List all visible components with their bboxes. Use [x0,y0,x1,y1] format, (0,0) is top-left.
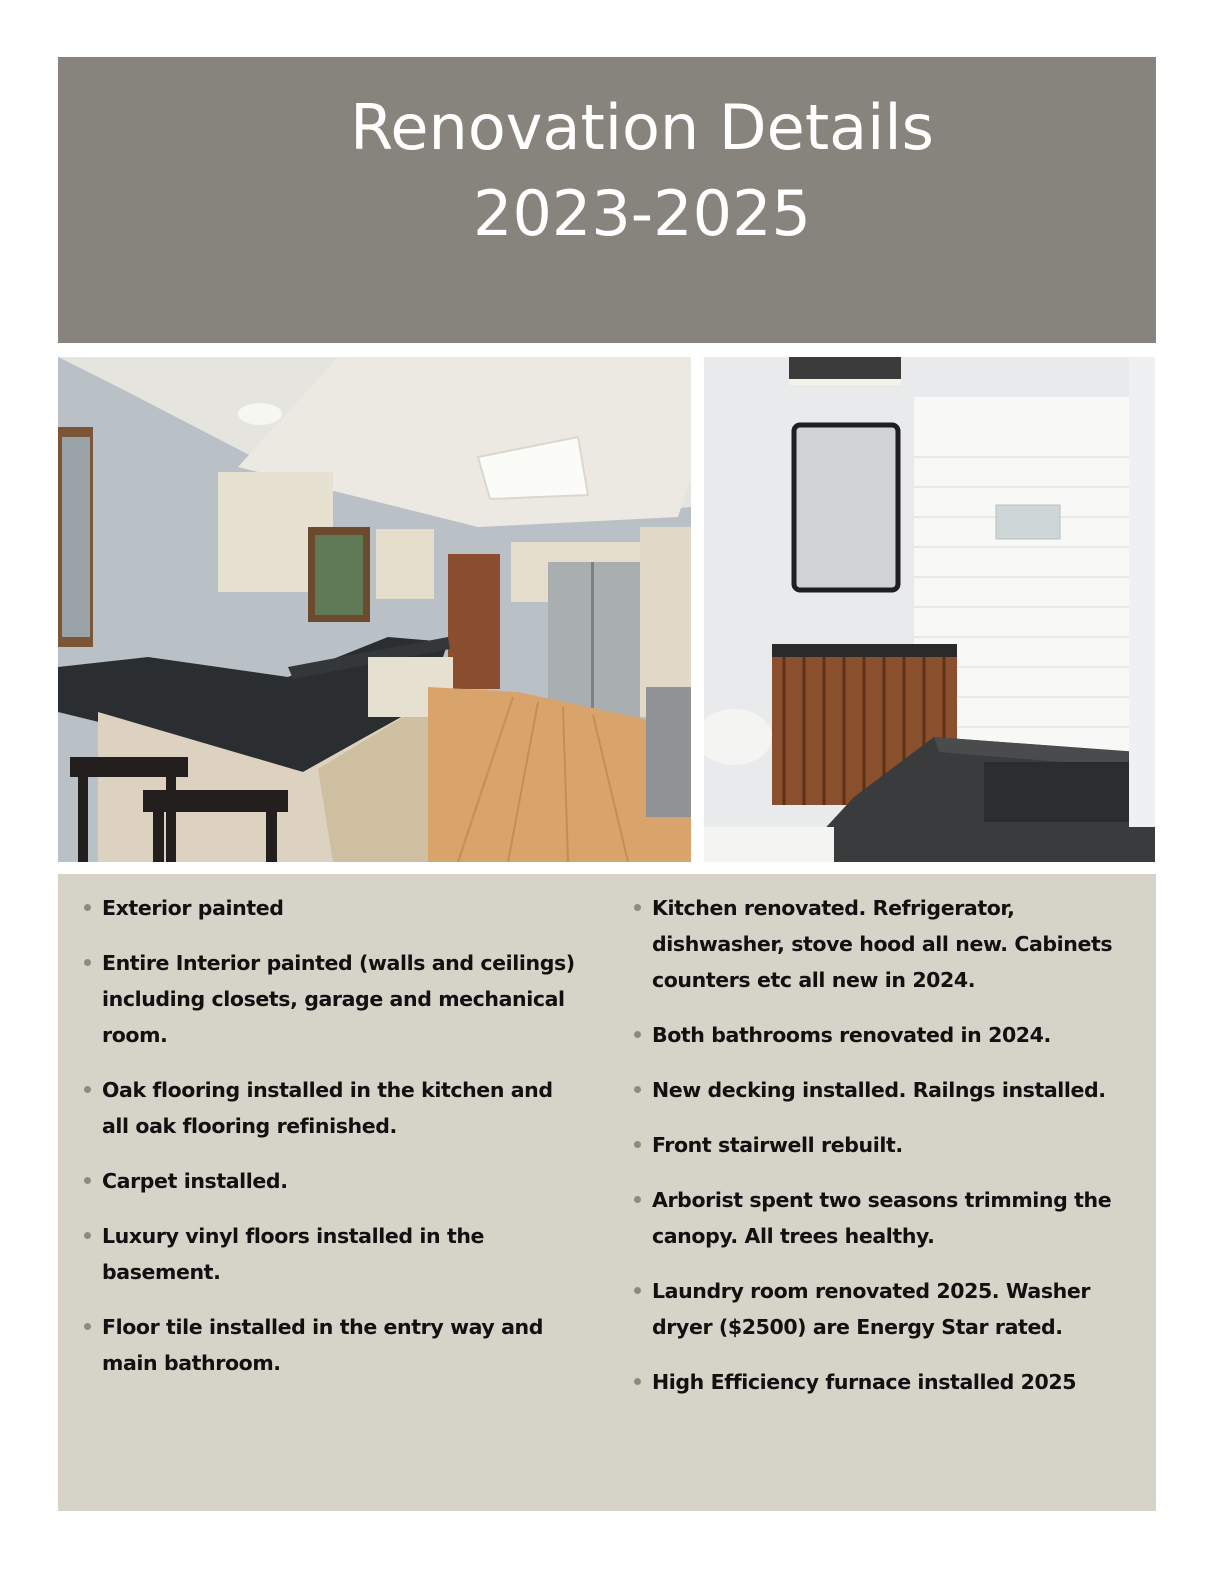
bullet-icon [634,1287,641,1294]
bullet-icon [84,1323,91,1330]
list-item: Entire Interior painted (walls and ceilings) including closets, garage and mechanical room. [84,945,584,1053]
title-line-2: 2023-2025 [473,177,811,250]
list-item: Both bathrooms renovated in 2024. [634,1017,1134,1053]
header-banner [58,57,1156,343]
bullet-icon [84,1177,91,1184]
list-item: Carpet installed. [84,1163,584,1199]
bullet-icon [634,1378,641,1385]
bullet-icon [84,959,91,966]
bullet-icon [84,1232,91,1239]
title-line-1: Renovation Details [350,91,934,164]
bullet-icon [634,1031,641,1038]
list-item: High Efficiency furnace installed 2025 [634,1364,1134,1400]
list-item: Exterior painted [84,890,584,926]
bullet-icon [634,1141,641,1148]
bullet-icon [84,904,91,911]
bullet-icon [634,1196,641,1203]
bullet-icon [84,1086,91,1093]
list-item: New decking installed. Railngs installed. [634,1072,1134,1108]
bullet-icon [634,904,641,911]
list-item: Luxury vinyl floors installed in the basement. [84,1218,584,1290]
list-item: Kitchen renovated. Refrigerator, dishwasher, stove hood all new. Cabinets counters etc all new in 2024. [634,890,1134,998]
details-panel [58,874,1156,1511]
list-item: Laundry room renovated 2025. Washer dryer ($2500) are Energy Star rated. [634,1273,1134,1345]
list-item: Floor tile installed in the entry way and main bathroom. [84,1309,584,1381]
bathroom-photo [704,357,1155,862]
page-title [58,85,1224,257]
kitchen-photo [58,357,691,862]
details-list-left [84,890,584,1400]
details-list-right [634,890,1134,1419]
bullet-icon [634,1086,641,1093]
list-item: Front stairwell rebuilt. [634,1127,1134,1163]
list-item: Oak flooring installed in the kitchen and all oak flooring refinished. [84,1072,584,1144]
list-item: Arborist spent two seasons trimming the canopy. All trees healthy. [634,1182,1134,1254]
